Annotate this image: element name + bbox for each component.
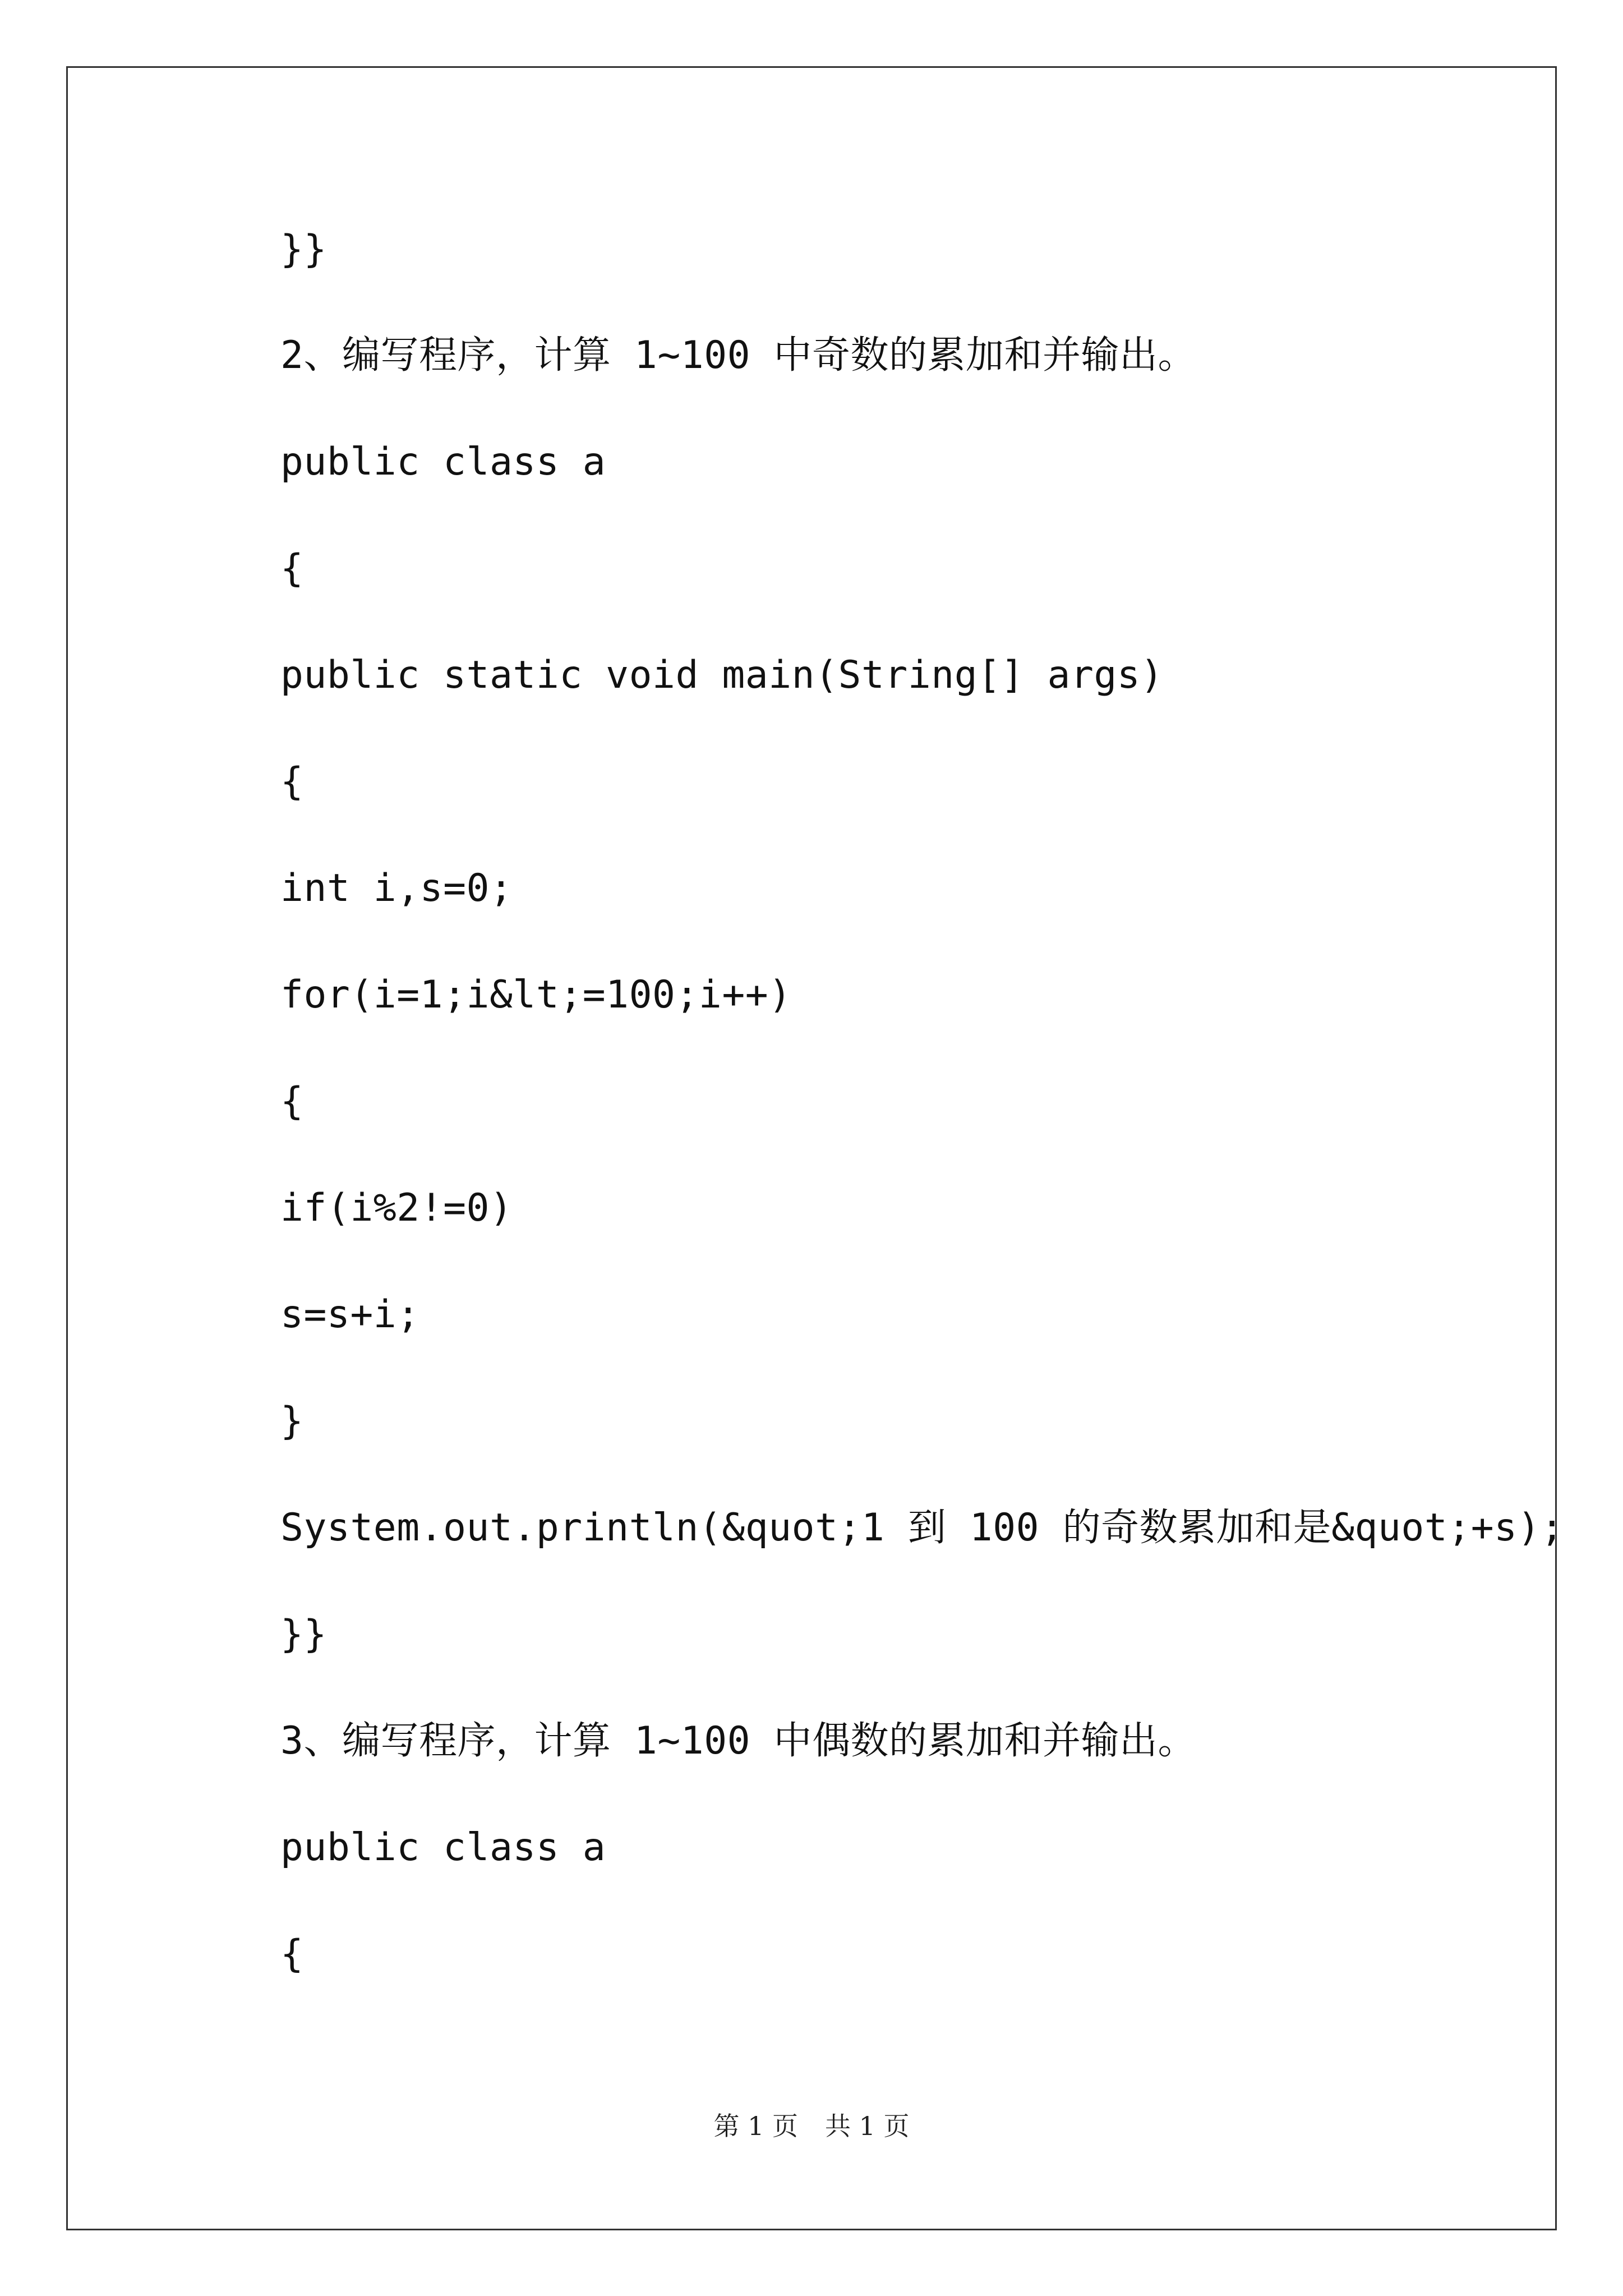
code-line: }} [280, 1612, 327, 1657]
question-heading: 3、编写程序，计算 1~100 中偶数的累加和并输出。 [280, 1719, 1197, 1763]
code-line: { [280, 1079, 304, 1124]
code-line: s=s+i; [280, 1292, 420, 1337]
code-line: System.out.println(&quot;1 到 100 的奇数累加和是&quot;+s); [280, 1506, 1564, 1550]
code-line: public class a [280, 1825, 606, 1870]
code-line: public static void main(String[] args) [280, 653, 1164, 697]
code-line: for(i=1;i&lt;=100;i++) [280, 973, 792, 1017]
code-line: { [280, 1932, 304, 1976]
code-line: int i,s=0; [280, 866, 513, 910]
code-line: { [280, 760, 304, 804]
code-line: public class a [280, 440, 606, 484]
total-pages: 共 1 页 [825, 2111, 910, 2141]
code-line: { [280, 546, 304, 591]
code-line: } [280, 1399, 304, 1443]
code-line: if(i%2!=0) [280, 1186, 513, 1230]
page-border [66, 66, 1557, 2230]
question-heading: 2、编写程序，计算 1~100 中奇数的累加和并输出。 [280, 333, 1197, 378]
page-number: 第 1 页 [713, 2111, 798, 2141]
code-line: }} [280, 227, 327, 272]
page-footer [0, 2109, 1623, 2143]
